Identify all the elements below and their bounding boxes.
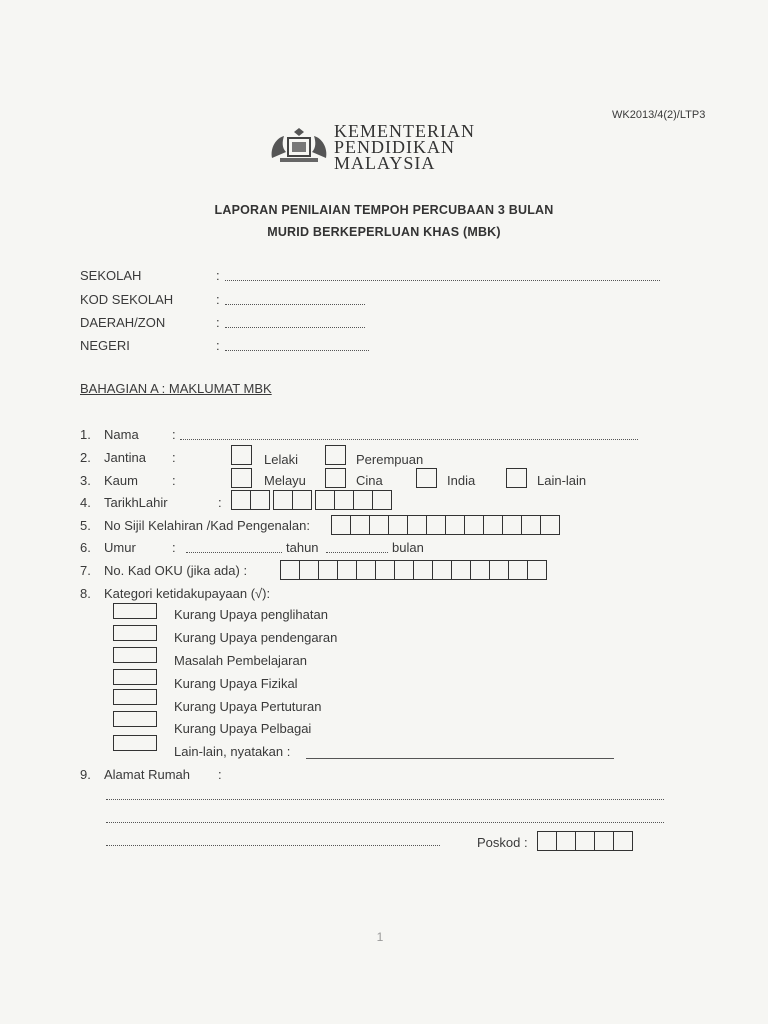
id-digit-box[interactable]: [464, 515, 484, 535]
checkbox-fizikal[interactable]: [113, 669, 157, 685]
option-cina: Cina: [356, 473, 383, 488]
option-melayu: Melayu: [264, 473, 306, 488]
num-alamat: 9.: [80, 767, 91, 782]
label-oku: No. Kad OKU (jika ada) :: [104, 563, 248, 578]
label-daerah: DAERAH/ZON: [80, 315, 166, 330]
date-digit-box[interactable]: [273, 490, 293, 510]
date-digit-box[interactable]: [353, 490, 373, 510]
date-digit-box[interactable]: [250, 490, 270, 510]
poskod-digit-box[interactable]: [556, 831, 576, 851]
id-digit-box[interactable]: [388, 515, 408, 535]
label-tarikh-lahir: TarikhLahir: [104, 495, 168, 510]
poskod-digit-box[interactable]: [575, 831, 595, 851]
checkbox-lain-lain[interactable]: [506, 468, 527, 488]
id-digit-box[interactable]: [540, 515, 560, 535]
num-kategori: 8.: [80, 586, 91, 601]
negeri-field[interactable]: [225, 350, 369, 351]
category-fizikal: Kurang Upaya Fizikal: [174, 676, 298, 691]
document-title: LAPORAN PENILAIAN TEMPOH PERCUBAAN 3 BULAN: [214, 203, 554, 217]
umur-bulan-field[interactable]: [326, 552, 388, 553]
ministry-name-line1: KEMENTERIAN: [334, 121, 475, 141]
label-kategori: Kategori ketidakupayaan (√):: [104, 586, 271, 601]
ministry-name-line3: MALAYSIA: [334, 153, 436, 173]
oku-digit-box[interactable]: [470, 560, 490, 580]
label-tahun: tahun: [286, 540, 319, 555]
category-pembelajaran: Masalah Pembelajaran: [174, 653, 307, 668]
checkbox-perempuan[interactable]: [325, 445, 346, 465]
oku-digit-box[interactable]: [527, 560, 547, 580]
label-jantina: Jantina: [104, 450, 146, 465]
colon-alamat: :: [218, 767, 222, 782]
id-digit-box[interactable]: [483, 515, 503, 535]
alamat-line-3[interactable]: [106, 845, 440, 846]
label-sijil: No Sijil Kelahiran /Kad Pengenalan:: [104, 518, 310, 533]
checkbox-india[interactable]: [416, 468, 437, 488]
oku-digit-box[interactable]: [375, 560, 395, 580]
daerah-field[interactable]: [225, 327, 365, 328]
oku-digit-box[interactable]: [280, 560, 300, 580]
colon-kod-sekolah: :: [216, 292, 220, 307]
colon-daerah: :: [216, 315, 220, 330]
date-digit-box[interactable]: [231, 490, 251, 510]
oku-digit-box[interactable]: [337, 560, 357, 580]
checkbox-cina[interactable]: [325, 468, 346, 488]
num-nama: 1.: [80, 427, 91, 442]
num-umur: 6.: [80, 540, 91, 555]
sijil-boxes[interactable]: [331, 515, 559, 535]
id-digit-box[interactable]: [331, 515, 351, 535]
tarikh-lahir-boxes[interactable]: [231, 490, 391, 510]
date-digit-box[interactable]: [315, 490, 335, 510]
ministry-name-line2: PENDIDIKAN: [334, 137, 455, 157]
checkbox-lelaki[interactable]: [231, 445, 252, 465]
label-nama: Nama: [104, 427, 139, 442]
oku-boxes[interactable]: [280, 560, 546, 580]
colon-umur: :: [172, 540, 176, 555]
label-umur: Umur: [104, 540, 136, 555]
oku-digit-box[interactable]: [394, 560, 414, 580]
poskod-digit-box[interactable]: [537, 831, 557, 851]
label-kod-sekolah: KOD SEKOLAH: [80, 292, 174, 307]
option-lain-lain: Lain-lain: [537, 473, 587, 488]
page-number: 1: [376, 930, 384, 944]
checkbox-penglihatan[interactable]: [113, 603, 157, 619]
checkbox-pertuturan[interactable]: [113, 689, 157, 705]
option-perempuan: Perempuan: [356, 452, 424, 467]
num-kaum: 3.: [80, 473, 91, 488]
nama-field[interactable]: [180, 439, 638, 440]
oku-digit-box[interactable]: [318, 560, 338, 580]
document-subtitle: MURID BERKEPERLUAN KHAS (MBK): [267, 225, 501, 239]
date-digit-box[interactable]: [292, 490, 312, 510]
oku-digit-box[interactable]: [508, 560, 528, 580]
category-penglihatan: Kurang Upaya penglihatan: [174, 607, 328, 622]
category-lain-lain: Lain-lain, nyatakan :: [174, 744, 291, 759]
id-digit-box[interactable]: [502, 515, 522, 535]
label-sekolah: SEKOLAH: [80, 268, 142, 283]
section-a-heading: BAHAGIAN A : MAKLUMAT MBK: [80, 381, 272, 396]
colon-nama: :: [172, 427, 176, 442]
oku-digit-box[interactable]: [413, 560, 433, 580]
id-digit-box[interactable]: [426, 515, 446, 535]
checkbox-pembelajaran[interactable]: [113, 647, 157, 663]
label-alamat: Alamat Rumah: [104, 767, 190, 782]
oku-digit-box[interactable]: [432, 560, 452, 580]
num-tarikh-lahir: 4.: [80, 495, 91, 510]
checkbox-pelbagai[interactable]: [113, 711, 157, 727]
label-kaum: Kaum: [104, 473, 138, 488]
id-digit-box[interactable]: [521, 515, 541, 535]
colon-kaum: :: [172, 473, 176, 488]
kod-sekolah-field[interactable]: [225, 304, 365, 305]
checkbox-lain-lain-kategori[interactable]: [113, 735, 157, 751]
lain-lain-nyatakan-field[interactable]: [306, 758, 614, 759]
date-digit-box[interactable]: [334, 490, 354, 510]
alamat-line-1[interactable]: [106, 799, 664, 800]
oku-digit-box[interactable]: [489, 560, 509, 580]
poskod-digit-box[interactable]: [594, 831, 614, 851]
label-negeri: NEGERI: [80, 338, 130, 353]
sekolah-field[interactable]: [225, 280, 660, 281]
colon-negeri: :: [216, 338, 220, 353]
oku-digit-box[interactable]: [356, 560, 376, 580]
poskod-digit-box[interactable]: [613, 831, 633, 851]
reference-code: WK2013/4(2)/LTP3: [612, 109, 706, 121]
option-india: India: [447, 473, 476, 488]
category-pendengaran: Kurang Upaya pendengaran: [174, 630, 338, 645]
option-lelaki: Lelaki: [264, 452, 298, 467]
category-pelbagai: Kurang Upaya Pelbagai: [174, 721, 312, 736]
colon-tarikh-lahir: :: [218, 495, 222, 510]
oku-digit-box[interactable]: [299, 560, 319, 580]
id-digit-box[interactable]: [350, 515, 370, 535]
malaysia-crest-logo: [268, 128, 330, 164]
umur-tahun-field[interactable]: [186, 552, 282, 553]
id-digit-box[interactable]: [407, 515, 427, 535]
colon-sekolah: :: [216, 268, 220, 283]
num-jantina: 2.: [80, 450, 91, 465]
id-digit-box[interactable]: [445, 515, 465, 535]
label-poskod: Poskod :: [477, 835, 528, 850]
num-sijil: 5.: [80, 518, 91, 533]
oku-digit-box[interactable]: [451, 560, 471, 580]
checkbox-pendengaran[interactable]: [113, 625, 157, 641]
category-pertuturan: Kurang Upaya Pertuturan: [174, 699, 322, 714]
id-digit-box[interactable]: [369, 515, 389, 535]
checkbox-melayu[interactable]: [231, 468, 252, 488]
colon-jantina: :: [172, 450, 176, 465]
num-oku: 7.: [80, 563, 91, 578]
label-bulan: bulan: [392, 540, 424, 555]
alamat-line-2[interactable]: [106, 822, 664, 823]
poskod-boxes[interactable]: [537, 831, 632, 851]
date-digit-box[interactable]: [372, 490, 392, 510]
